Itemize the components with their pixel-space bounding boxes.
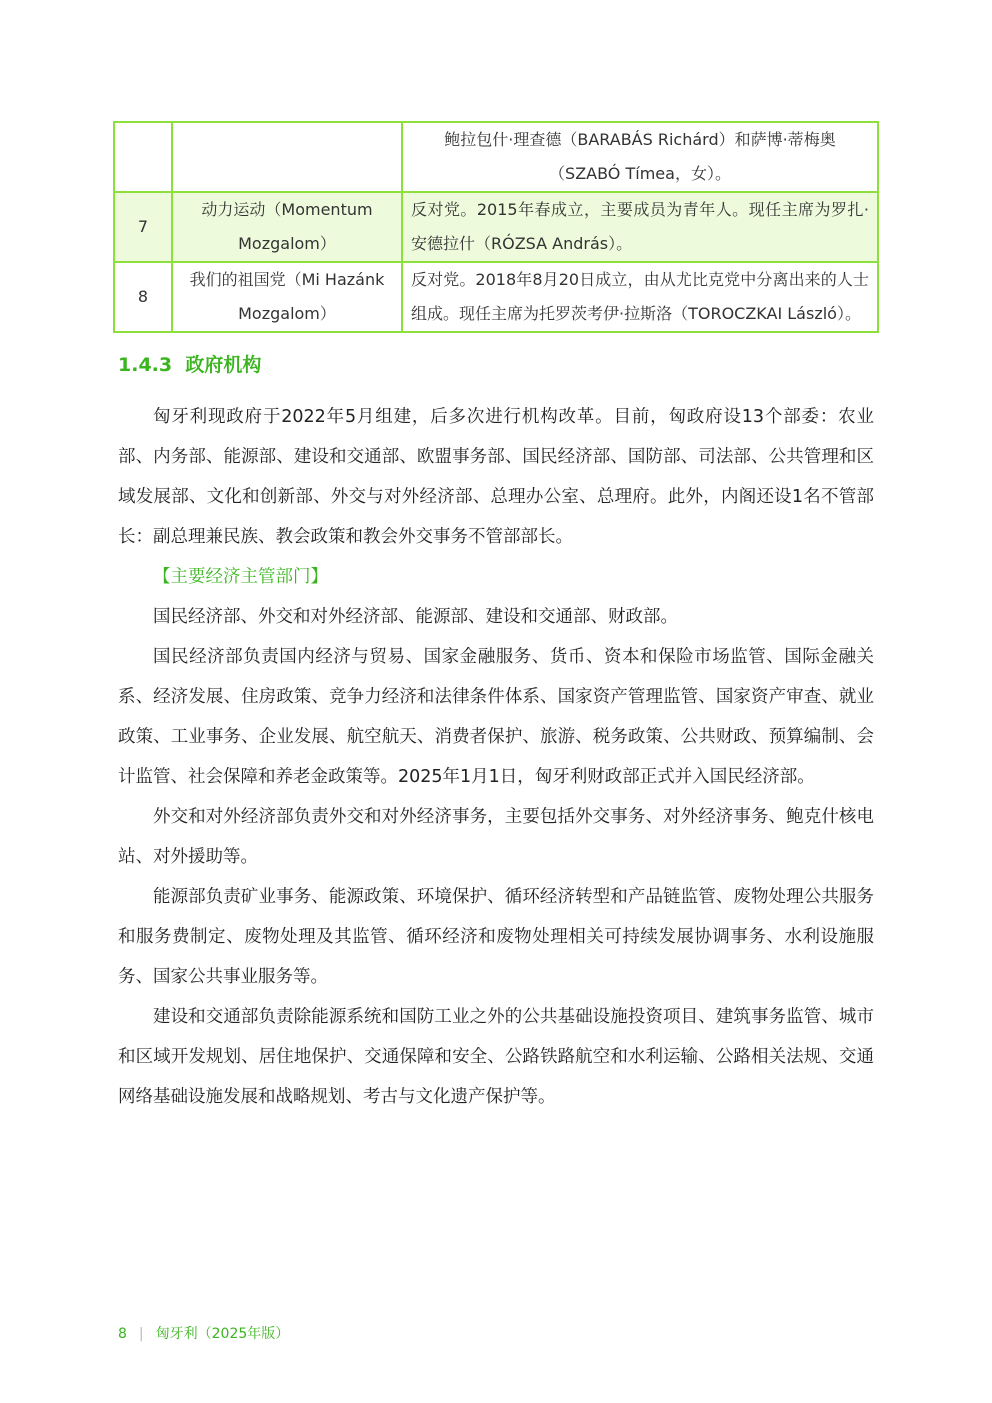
party-name: 我们的祖国党（Mi Hazánk Mozgalom） [172,262,402,332]
table-row [114,262,878,332]
row-number: 8 [114,262,172,332]
paragraph: 国民经济部负责国内经济与贸易、国家金融服务、货币、资本和保险市场监管、国际金融关系、经济发展、住房政策、竞争力经济和法律条件体系、国家资产管理监管、国家资产审查、就业政策、工业事务、企业发展、航空航天、消费者保护、旅游、税务政策、公共财政、预算编制、会计监管、社会保障和养老金政策等。2025年1月1日，匈牙利财政部正式并入国民经济部。 [118,647,874,787]
page-footer [118,1323,289,1343]
party-description: 鲍拉包什·理查德（BARABÁS Richárd）和萨博·蒂梅奥（SZABÓ Tímea，女）。 [402,122,878,192]
table-row [114,122,878,192]
party-name: 动力运动（Momentum Mozgalom） [172,192,402,262]
paragraph: 能源部负责矿业事务、能源政策、环境保护、循环经济转型和产品链监管、废物处理公共服务和服务费制定、废物处理及其监管、循环经济和废物处理相关可持续发展协调事务、水利设施服务、国家公共事业服务等。 [118,887,874,987]
paragraph: 建设和交通部负责除能源系统和国防工业之外的公共基础设施投资项目、建筑事务监管、城市和区域开发规划、居住地保护、交通保障和安全、公路铁路航空和水利运输、公路相关法规、交通网络基础设施发展和战略规划、考古与文化遗产保护等。 [118,1007,874,1107]
table-row [114,192,878,262]
section-heading: 1.4.3 政府机构 [118,354,262,376]
party-name [172,122,402,192]
footer-separator: | [138,1326,144,1342]
paragraph: 国民经济部、外交和对外经济部、能源部、建设和交通部、财政部。 [153,607,678,627]
paragraph: 匈牙利现政府于2022年5月组建，后多次进行机构改革。目前，匈政府设13个部委：农业部、内务部、能源部、建设和交通部、欧盟事务部、国民经济部、国防部、司法部、公共管理和区域发展部、文化和创新部、外交与对外经济部、总理办公室、总理府。此外，内阁还设1名不管部长：副总理兼民族、教会政策和教会外交事务不管部部长。 [118,407,874,547]
party-table [113,121,879,333]
row-number: 7 [114,192,172,262]
row-number [114,122,172,192]
subheading: 【主要经济主管部门】 [153,567,328,587]
party-description: 反对党。2018年8月20日成立，由从尤比克党中分离出来的人士组成。现任主席为托罗茨考伊·拉斯洛（TOROCZKAI László）。 [402,262,878,332]
footer-title: 匈牙利（2025年版） [155,1326,290,1342]
party-description: 反对党。2015年春成立，主要成员为青年人。现任主席为罗扎·安德拉什（RÓZSA András）。 [402,192,878,262]
body-text [118,397,874,1117]
page-number: 8 [118,1326,127,1342]
paragraph: 外交和对外经济部负责外交和对外经济事务，主要包括外交事务、对外经济事务、鲍克什核电站、对外援助等。 [118,807,874,867]
